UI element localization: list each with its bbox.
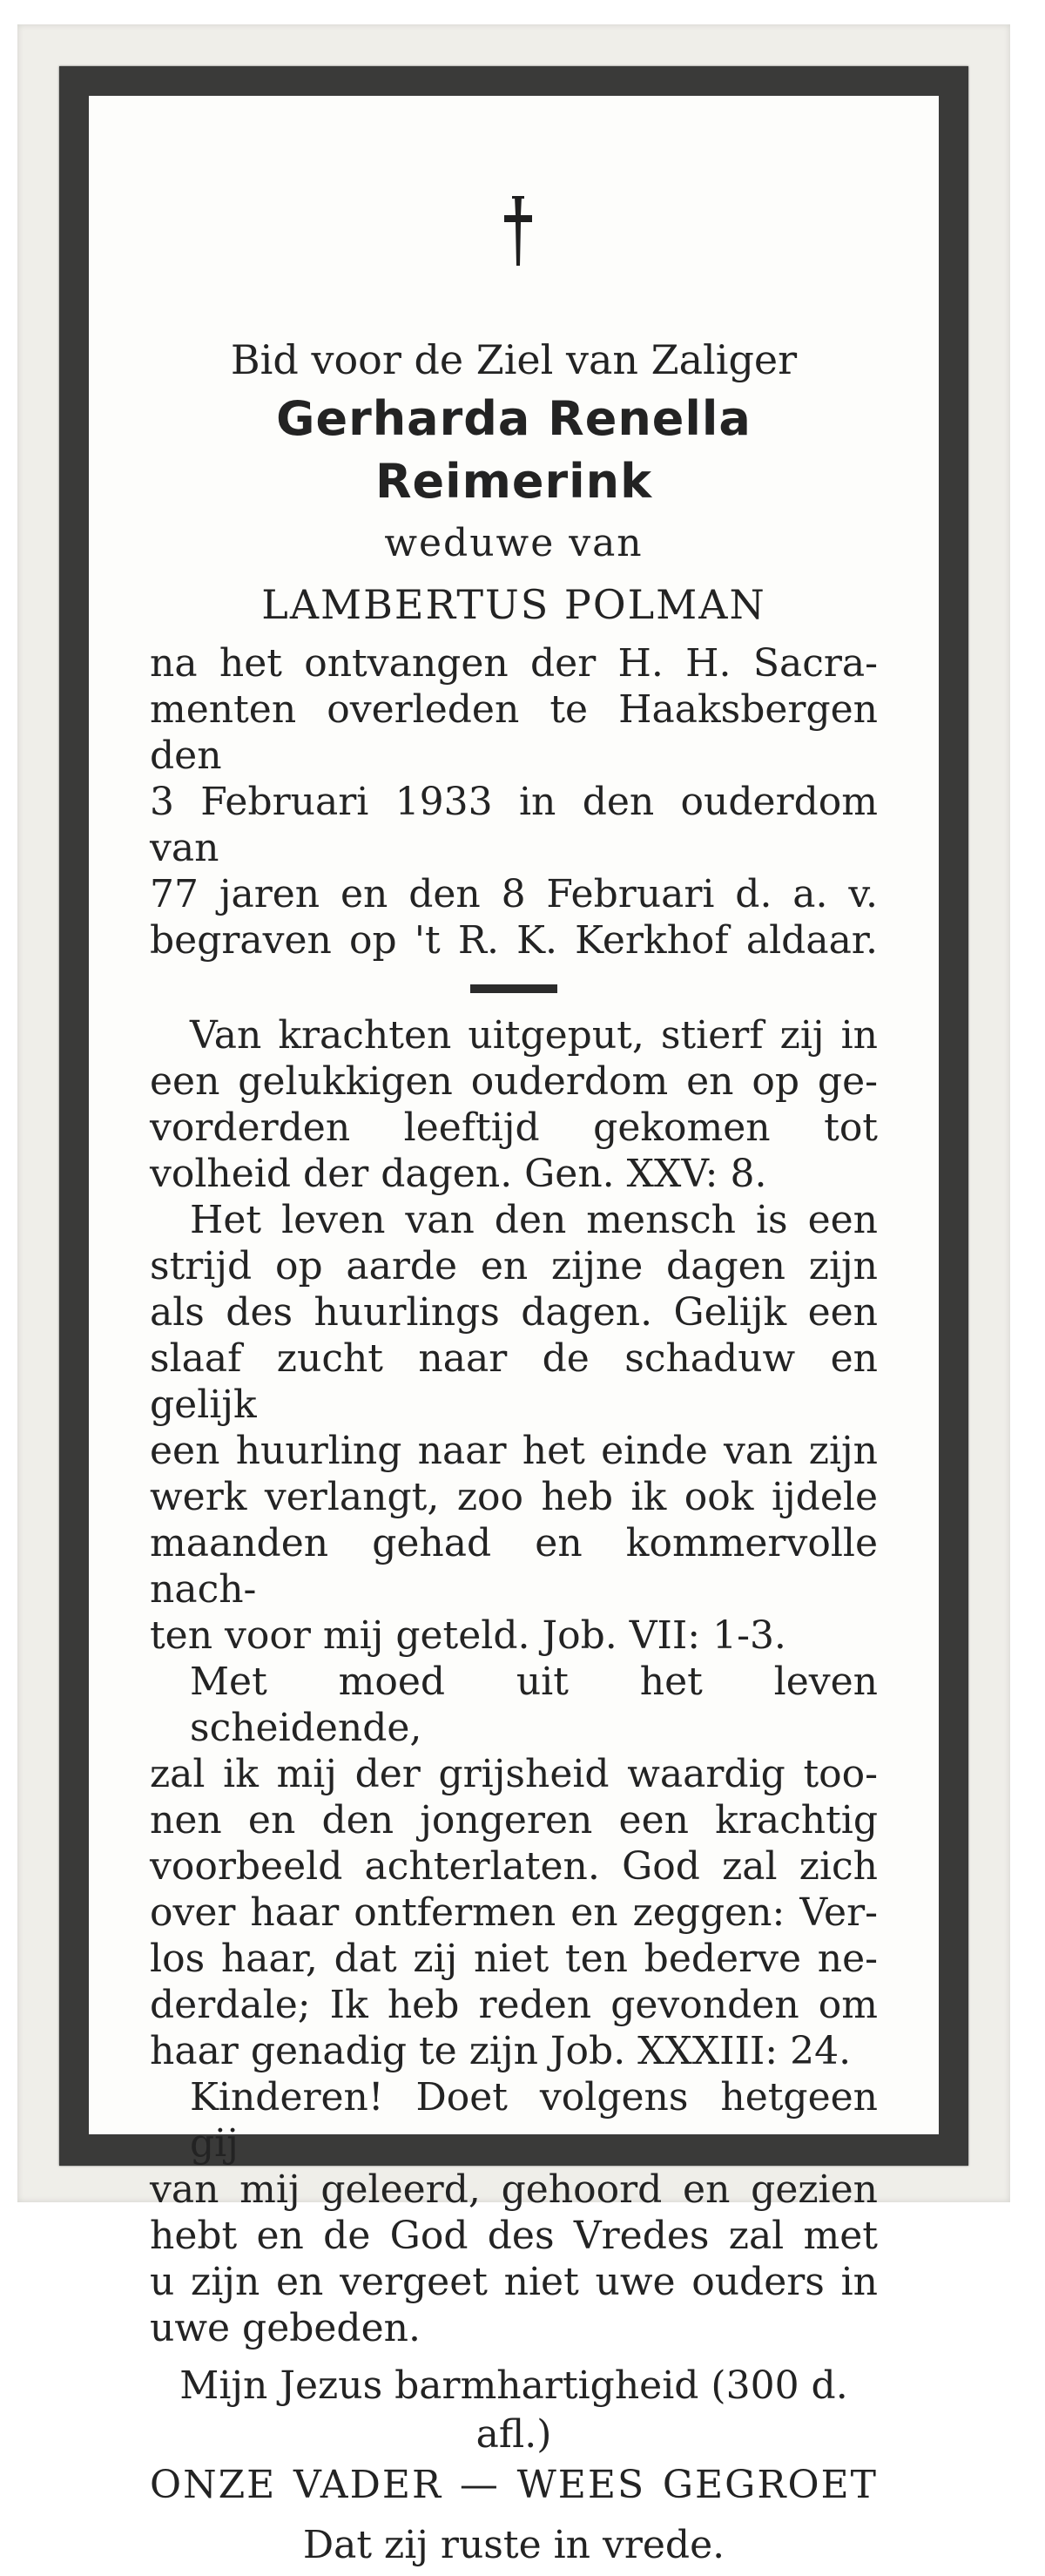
text-line: een huurling naar het einde van zijn [150, 1429, 878, 1473]
indulgence-prayer: Mijn Jezus barmhartigheid (300 d. afl.) [179, 2363, 848, 2457]
text-line: ten voor mij geteld. Job. VII: 1-3. [150, 1613, 786, 1658]
card-content [150, 222, 878, 2576]
announcement-line: na het ontvangen der H. H. Sacra- [150, 641, 878, 686]
card-panel [89, 96, 939, 2567]
scripture-paragraph-2 [150, 1197, 878, 1659]
text-line: strijd op aarde en zijne dagen zijn [150, 1244, 878, 1288]
scripture-paragraph-1 [150, 1012, 878, 1197]
text-line: uwe gebeden. [150, 2306, 421, 2350]
text-line: Kinderen! Doet volgens hetgeen gij [190, 2075, 878, 2166]
text-line: van mij geleerd, gehoord en gezien [150, 2167, 878, 2212]
text-line: een gelukkigen ouderdom en op ge- [150, 1059, 878, 1104]
scripture-paragraph-3 [150, 1659, 878, 2074]
mourning-border [59, 66, 968, 2567]
announcement-line: 3 Februari 1933 in den ouderdom van [150, 780, 878, 870]
text-line: Het leven van den mensch is een [190, 1198, 878, 1242]
announcement-line: 77 jaren en den 8 Februari d. a. v. [150, 872, 878, 916]
text-line: voorbeeld achterlaten. God zal zich [150, 1844, 878, 1889]
text-line: haar genadig te zijn Job. XXXIII: 24. [150, 2029, 852, 2073]
text-line: volheid der dagen. Gen. XXV: 8. [150, 1152, 767, 1196]
memorial-card [17, 24, 1010, 2567]
death-announcement [150, 640, 878, 963]
deceased-name: Gerharda Renella Reimerink [276, 391, 752, 509]
text-line: los haar, dat zij niet ten bederve ne- [150, 1937, 878, 1981]
text-line: hebt en de God des Vredes zal met [150, 2214, 878, 2258]
widow-of-text: weduwe van [384, 521, 644, 565]
our-father-hail-mary: ONZE VADER — WEES GEGROET [150, 2463, 878, 2507]
text-line: slaaf zucht naar de schaduw en gelijk [150, 1336, 878, 1427]
invocation-text: Bid voor de Ziel van Zaliger [230, 336, 798, 383]
text-line: u zijn en vergeet niet uwe ouders in [150, 2260, 878, 2304]
announcement-line: menten overleden te Haaksbergen den [150, 687, 878, 778]
text-line: vorderden leeftijd gekomen tot [150, 1105, 878, 1150]
text-line: Met moed uit het leven scheidende, [190, 1660, 878, 1750]
spouse-name: LAMBERTUS POLMAN [261, 581, 766, 628]
text-line: werk verlangt, zoo heb ik ook ijdele [150, 1475, 878, 1519]
text-line: Van krachten uitgeput, stierf zij in [190, 1013, 878, 1058]
scripture-paragraph-4 [150, 2074, 878, 2351]
text-line: maanden gehad en kommervolle nach- [150, 1521, 878, 1612]
text-line: nen en den jongeren een krachtig [150, 1798, 878, 1842]
text-line: over haar ontfermen en zeggen: Ver- [150, 1890, 878, 1935]
announcement-line: begraven op 't R. K. Kerkhof aldaar. [150, 918, 878, 963]
text-line: derdale; Ik heb reden gevonden om [150, 1983, 878, 2027]
text-line: zal ik mij der grijsheid waardig too- [150, 1752, 878, 1796]
text-line: als des huurlings dagen. Gelijk een [150, 1290, 878, 1335]
separator-rule [470, 984, 557, 993]
closing-blessing: Dat zij ruste in vrede. [302, 2523, 725, 2567]
